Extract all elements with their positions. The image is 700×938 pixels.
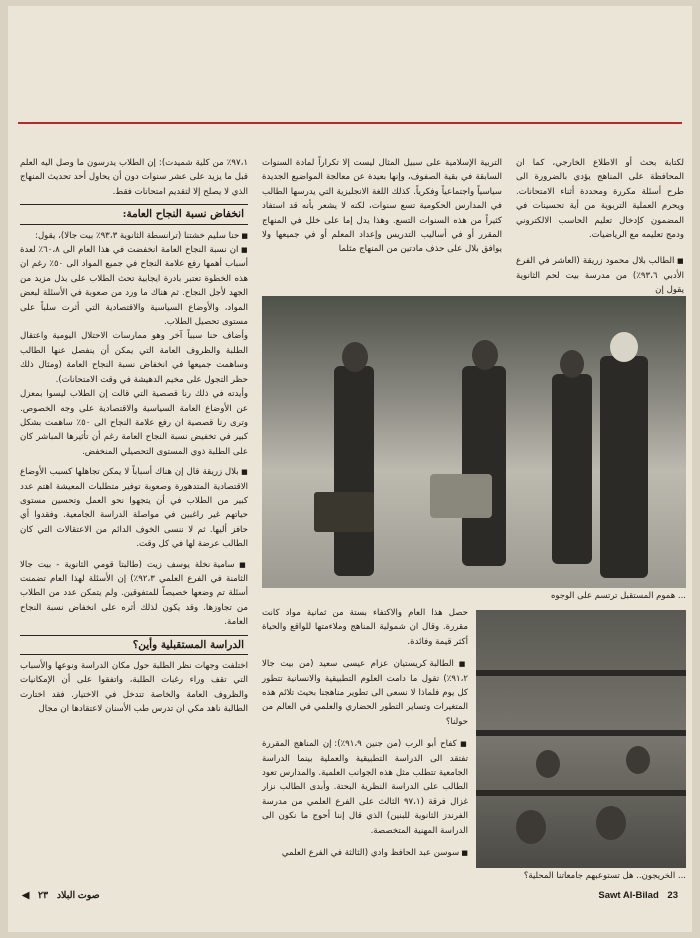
paragraph: ■ حنا سليم خشتنا (ترانسطة الثانوية ٩٣،٣٪ بيت جالا)، يقول: <box>20 229 248 243</box>
article-column-left <box>20 156 248 882</box>
footer-left <box>22 890 100 901</box>
arrow-left-icon: ◀ <box>22 890 30 901</box>
paragraph: وأضاف حنا سبباً آخر وهو ممارسات الاحتلال اليومية واعتقال الطلبة والظروف العامة التي يمكن أن ينفصل عنها الطالب وساهمت جميعها في انخفاض نسبة النجاح العامة (ومثال ذلك حظر التجول على مخيم الدهيشة في وقت الامتحانات). <box>20 331 248 385</box>
student-figure <box>462 366 506 566</box>
photo-caption: ... هموم المستقبل ترتسم على الوجوه <box>550 591 686 601</box>
student-head <box>560 350 584 378</box>
student-figure <box>552 374 592 564</box>
desk-row <box>476 730 686 736</box>
section-heading: الدراسة المستقبلية وأين؟ <box>20 635 248 655</box>
student-head <box>516 810 546 844</box>
bag <box>314 492 374 532</box>
paragraph: ٩٧،١٪ من كلية شميدت): إن الطلاب يدرسون ما وصل اليه العلم قبل ما يزيد على عشر سنوات دون أن يحاول أحد تحديث المنهاج الذي لا يصلح إلا لتقديم امتحانات فقط. <box>20 158 248 197</box>
article-column-middle-bottom <box>262 606 468 882</box>
paragraph: حصل هذا العام والاكتفاء بستة من ثمانية مواد كانت مقررة. وقال ان شمولية المناهج وملاءمتها للواقع والحياة أكثر قيمة وفائدة. <box>262 608 468 647</box>
article-column-right <box>516 156 684 296</box>
student-head <box>626 746 650 774</box>
paragraph: ■ الطالبة كريستيان عزام عيسى سعيد (من بيت جالا ٩١،٢٪) تقول ما دامت العلوم التطبيقية والانسانية تتطور كل يوم فلماذا لا نسعى الى تطوير مناهجنا بحيث تلائم هذه المتغيرات وتساير التطور الحضاري والعلمي في العالم من حولنا؟ <box>262 657 468 729</box>
bag <box>430 474 492 518</box>
paragraph: وأيدته في ذلك رنا قصصية التي قالت إن الطلاب ليسوا بمعزل عن الأوضاع العامة السياسية والاقتصادية على وجه الخصوص. وترى رنا قصصية ان رفع علامة النجاح الى ٥٠٪ ساهمت بشكل كبير في تخفيض نسبة النجاح العامة رغم أن تأثيرها المباشر كان على الطلبة ذوي المستوى التحصيلي المنخفض. <box>20 389 249 457</box>
paragraph: ■ ان نسبة النجاح العامة انخفضت في هذا العام الى ٦٠،٨٪ لعدة أسباب أهمها رفع علامة النجاح في جميع المواد الى ٥٠٪ رغم ان هذه الخطوة تعتبر بادرة ايجابية تحث الطلاب على بذل مزيد من الجهد لأجل النجاح. ثم هناك ما ورد من صعوبة في الأسئلة لبعض المواد، والأوضاع السياسية والاقتصادية التي أثرت سلباً على مستوى تحصيل الطلاب. <box>20 243 248 329</box>
paragraph: لكتابة بحث أو الاطلاع الخارجي، كما ان المحافظة على المناهج يؤدي بالضرورة الى طرح أسئلة مكررة ومحددة أثناء الامتحانات. ويحرم العملية التربوية من أية تحسينات في المضمون كإدخال تعليم الحاسب الالكتروني ودمج تعليمه مع الرياضيات. <box>516 158 684 241</box>
page-number: ٢٣ <box>37 890 49 901</box>
page-number: 23 <box>667 890 678 901</box>
publication-name: صوت البلاد <box>56 890 100 901</box>
paragraph: ■ بلال زريقة قال إن هناك أسباباً لا يمكن تجاهلها كسبب الأوضاع الاقتصادية المتدهورة وصعوبة توفير متطلبات المعيشة اهتم عدد كبير من الطلاب في أن يتجهوا نحو العمل وتحسين مستوى حياتهم غير راغبين في مواصلة الدراسة الجامعية. وفقدوا أي حافز أليها. ثم لا ننسى الخوف الدائم من الاعتقالات التي كان الطالب عرضة لها في كل وقت. <box>20 465 248 551</box>
student-figure <box>334 366 374 576</box>
paragraph: ■ سوسن عبد الحافظ وادي (الثالثة في الفرع العلمي <box>262 846 468 860</box>
top-red-rule <box>18 122 682 124</box>
magazine-page <box>8 6 692 932</box>
publication-name: Sawt Al-Bilad <box>598 890 659 901</box>
paragraph: ■ سامية نخلة يوسف زيت (طالبتا قومي الثانوية - بيت جالا الثامنة في الفرع العلمي ٩٢،٣٪) إن الأسئلة لهذا العام تضمنت أسئلة تم وضعها خصيصاً للمتفوقين. ولم يتمكن عدد من الطلاب من تجاوزها. وقد يكون لذلك أثره على انخفاض نسبة النجاح العامة. <box>20 558 248 630</box>
student-head <box>610 332 638 362</box>
paragraph: ■ الطالب بلال محمود زريقة (العاشر في الفرع الأدبي ٩٣،٦٪) من مدرسة بيت لحم الثانوية يقول إن <box>516 254 684 297</box>
student-head <box>472 340 498 370</box>
students-photo <box>262 296 686 588</box>
student-figure <box>600 356 648 578</box>
footer-right <box>598 890 678 901</box>
desk-row <box>476 670 686 676</box>
paragraph: التربية الإسلامية على سبيل المثال ليست إلا تكراراً لمادة السنوات السابقة في بقية الصفوف، وإنها بعيدة عن معالجة المواضيع الجديدة سياسياً واجتماعياً وفكرياً. كذلك اللغة الانجليزية التي يدرسها الطالب في المدارس الحكومية تسع سنوات، لكنه لا يشعر بأنه قد استفاد كثيراً من هذه السنوات التسع. وهذا يدل إما على خلل في المنهاج المقرر أو في أساليب التدريس وإعداد المعلم أو في جميعها ولا يوافق بلال على حذف مادتين من المنهاج مثلما <box>262 158 502 255</box>
article-column-middle-top <box>262 156 502 284</box>
photo-caption: ... الخريجون.. هل تستوعبهم جامعاتنا المحلية؟ <box>523 871 686 881</box>
student-head <box>596 806 626 840</box>
student-head <box>342 342 368 372</box>
paragraph: ■ كفاح أبو الرب (من جنين ٩١،٩٪): إن المناهج المقررة تفتقد الى الدراسة التطبيقية والعملية بينما الدراسة الجامعية تتطلب مثل هذه الجوانب العلمية. والمدارس تعود الطالب على الدراسة النظرية البحتة. وأبدى الطالب نزار غزال فرقة (٩٧،١ الثالث على الفرع العلمي من مدرسة الفرندز الثانوية للبنين) الذي قال إننا أحوج ما نكون الى الدراسة المهنية المتخصصة. <box>262 737 468 838</box>
student-head <box>536 750 560 778</box>
desk-row <box>476 790 686 796</box>
section-heading: انخفاض نسبة النجاح العامة: <box>20 204 248 224</box>
classroom-photo <box>476 610 686 868</box>
paragraph: اختلفت وجهات نظر الطلبة حول مكان الدراسة ونوعها والأسباب التي تقف وراء رغبات الطلبة، واتفقوا على أن الإمكانيات والظروف العامة والخاصة تتدخل في الاختيار. فقد اختارت الطالبة ناهد مكي ان تدرس طب الأسنان لاعتقادها ان مجال <box>20 661 248 715</box>
